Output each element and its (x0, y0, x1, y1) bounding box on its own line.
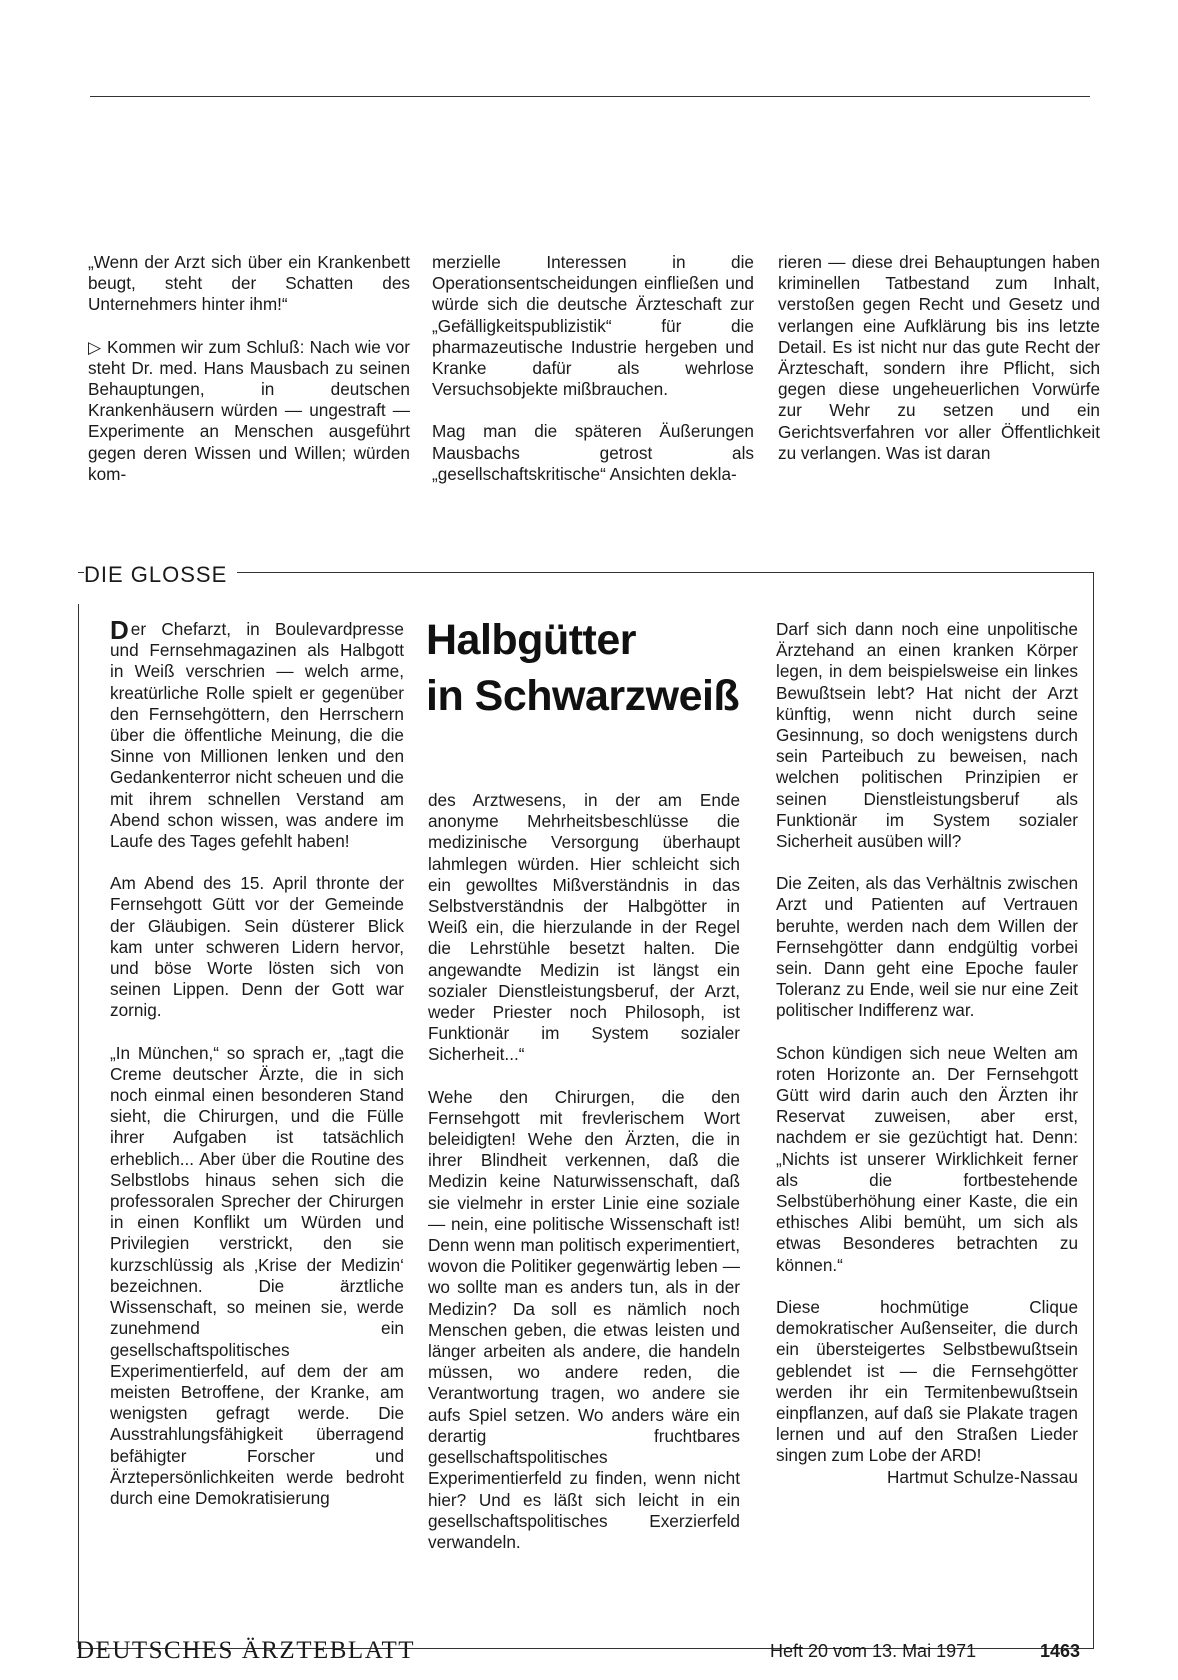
author-signature: Hartmut Schulze-Nassau (886, 1466, 1078, 1487)
paragraph: Der Chefarzt, in Boulevardpresse und Fernsehmagazinen als Halbgott in Weiß verschrien — welch arme, kreatürliche Rolle spielt er gegenüber den Fernsehgöttern, den Herrschern über die öffentliche Meinung, die die Sinne von Millionen lenken und den Gedankenterror nicht scheuen und die mit ihrem schnellen Verstand am Abend schon wissen, was andere im Laufe des Tages gefehlt haben! (110, 615, 404, 852)
page-number: 1463 (1040, 1641, 1081, 1661)
top-column-1 (88, 252, 410, 485)
drop-cap: D (110, 615, 129, 645)
top-column-2 (432, 252, 754, 485)
paragraph: „Wenn der Arzt sich über ein Krankenbett beugt, steht der Schatten des Unternehmers hinter ihm!“ (88, 252, 410, 315)
paragraph: Schon kündigen sich neue Welten am roten Horizonte an. Der Fernsehgott Gütt wird darin auch den Ärzten ihr Reservat zuweisen, aber erst, nachdem er sie gezüchtigt hat. Denn: „Nichts ist unserer Wirklichkeit ferner als die fortbestehende Selbstüberhöhung einer Kaste, die ein ethisches Alibi bemüht, um sich als etwas Besonderes betrachten zu können.“ (776, 1042, 1078, 1275)
paragraph: Wehe den Chirurgen, die den Fernsehgott mit frevlerischem Wort beleidigten! Wehe den Ärzten, die in ihrer Blindheit verkennen, daß die Medizin keine Naturwissenschaft, daß sie vielmehr in erster Linie eine soziale — nein, eine politische Wissenschaft ist! Denn wenn man politisch experimentiert, wovon die Politiker gegenwärtig leben — wo sollte man es anders tun, als in der Medizin? Da soll es nämlich noch Menschen geben, die etwas leisten und länger arbeiten als andere, die handeln müssen, wo andere reden, die Verantwortung tragen, wo andere sie aufs Spiel setzen. Wo anders wäre ein derartig fruchtbares gesellschaftspolitisches Experimentierfeld zu finden, wenn nicht hier? Und es läßt sich leicht in ein gesellschaftspolitisches Exerzierfeld verwandeln. (428, 1086, 740, 1552)
glosse-frame-left-rule (78, 604, 79, 1649)
glosse-headline (426, 612, 746, 724)
issue-info: Heft 20 vom 13. Mai 1971 (770, 1641, 977, 1661)
section-label: DIE GLOSSE (84, 562, 237, 588)
paragraph: des Arztwesens, in der am Ende anonyme Mehrheitsbeschlüsse die medizinische Versorgung überhaupt lahmlegen würden. Hier schleicht sich ein gewolltes Mißverständnis in das Selbstverständnis der Halbgötter in Weiß ein, die hierzulande in der Regel die Lehrstühle besetzt halten. Die angewandte Medizin ist längst ein sozialer Dienstleistungsberuf, der Arzt, weder Priester noch Philosoph, ist Funktionär im System sozialer Sicherheit...“ (428, 790, 740, 1065)
headline-line-2: in Schwarzweiß (426, 672, 740, 720)
paragraph: Mag man die späteren Äußerungen Mausbachs getrost als „gesellschaftskritische“ Ansichten dekla- (432, 421, 754, 484)
paragraph: Die Zeiten, als das Verhältnis zwischen Arzt und Patienten auf Vertrauen beruhte, werden nach dem Willen der Fernsehgötter dann endgültig vorbei sein. Dann geht eine Epoche fauler Toleranz zu Ende, weil sie nur eine Zeit politischer Indifferenz war. (776, 873, 1078, 1021)
glosse-column-3 (776, 619, 1078, 1488)
paragraph: Diese hochmütige Clique demokratischer Außenseiter, die durch ein übersteigertes Selbstbewußtsein geblendet ist — die Fernsehgötter werden ihr ein Termitenbewußtsein einpflanzen, auf daß sie Plakate tragen lernen und auf den Straßen Lieder singen zum Lobe der ARD! (776, 1296, 1078, 1466)
glosse-column-1 (110, 615, 404, 1509)
paragraph: „In München,“ so sprach er, „tagt die Creme deutscher Ärzte, die in sich noch einmal einen besonderen Stand sieht, die Chirurgen, und die Fülle ihrer Aufgaben ist tatsächlich erheblich... Aber über die Routine des Selbstlobs hinaus sehen sich die professoralen Sprecher der Chirurgen in einen Konflikt um Würden und Privilegien verstrickt, den sie kurzschlüssig als ‚Krise der Medizin‘ bezeichnen. Die ärztliche Wissenschaft, so meinen sie, werde zunehmend ein gesellschaftspolitisches Experimentierfeld, auf dem der am meisten Betroffene, der Kranke, am wenigsten gefragt werde. Die Ausstrahlungsfähigkeit überragend befähigter Forscher und Ärztepersönlichkeiten werde bedroht durch eine Demokratisierung (110, 1042, 404, 1508)
paragraph: merzielle Interessen in die Operationsentscheidungen einfließen und würde sich die deutsche Ärzteschaft zur „Gefälligkeitspublizistik“ für die pharmazeutische Industrie hergeben und Kranke dafür als wehrlose Versuchsobjekte mißbrauchen. (432, 252, 754, 400)
top-column-3 (778, 252, 1100, 464)
paragraph: Darf sich dann noch eine unpolitische Ärztehand an einen kranken Körper legen, in dem beispielsweise ein linkes Bewußtsein lebt? Hat nicht der Arzt künftig, wenn nicht durch seine Gesinnung, so doch wenigstens durch sein Parteibuch zu beweisen, nach welchen politischen Prinzipien er seinen Dienstleistungsberuf als Funktionär im System sozialer Sicherheit ausüben will? (776, 619, 1078, 852)
journal-title: DEUTSCHES ÄRZTEBLATT (76, 1637, 416, 1664)
glosse-column-2 (428, 790, 740, 1553)
top-rule (90, 96, 1090, 97)
paragraph: ▷ Kommen wir zum Schluß: Nach wie vor steht Dr. med. Hans Mausbach zu seinen Behauptungen, in deutschen Krankenhäusern würden — ungestraft — Experimente an Menschen ausgeführt gegen deren Wissen und Willen; würden kom- (88, 336, 410, 484)
headline-line-1: Halbgütter (426, 616, 636, 664)
paragraph: rieren — diese drei Behauptungen haben kriminellen Tatbestand zum Inhalt, verstoßen gegen Recht und Gesetz und verlangen eine Aufklärung bis ins letzte Detail. Es ist nicht nur das gute Recht der Ärzteschaft, sondern ihre Pflicht, sich gegen diese ungeheuerlichen Vorwürfe zur Wehr zu setzen und ein Gerichtsverfahren vor aller Öffentlichkeit zu verlangen. Was ist daran (778, 252, 1100, 463)
paragraph: Am Abend des 15. April thronte der Fernsehgott Gütt vor der Gemeinde der Gläubigen. Sein düsterer Blick kam unter schweren Lidern hervor, und böse Worte lösten sich von seinen Lippen. Denn der Gott war zornig. (110, 873, 404, 1021)
